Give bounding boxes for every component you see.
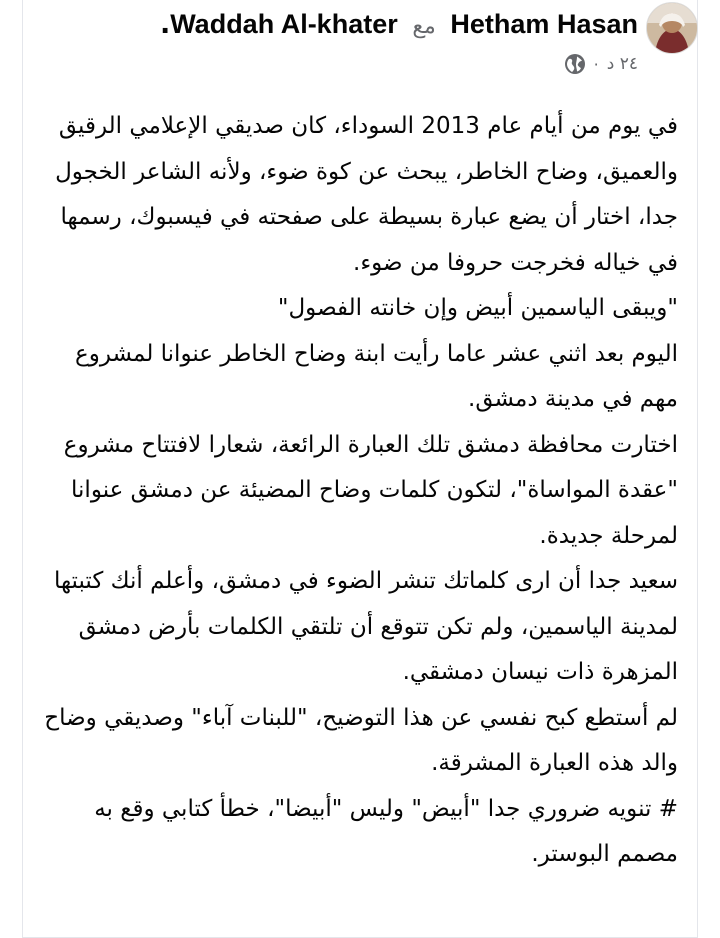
- post-title-line: [160, 4, 638, 47]
- post-time[interactable]: ٢٤ د: [606, 54, 638, 74]
- post-meta: [564, 53, 638, 75]
- globe-icon[interactable]: [564, 53, 586, 75]
- post-header: [0, 0, 720, 90]
- post-paragraph-4: اختارت محافظة دمشق تلك العبارة الرائعة، شعارا لافتتاح مشروع "عقدة المواساة"، لتكون كلمات وضاح المضيئة عن دمشق عنوانا لمرحلة جديدة.: [63, 431, 678, 549]
- post-paragraph-7: # تنويه ضروري جدا "أبيض" وليس "أبيضا"، خطأ كتابي وقع به مصمم البوستر.: [94, 795, 678, 867]
- post-paragraph-2: "ويبقى الياسمين أبيض وإن خانته الفصول": [277, 295, 678, 321]
- meta-separator: ·: [593, 54, 599, 74]
- with-label: مع: [412, 14, 436, 39]
- post-paragraph-6: لم أستطع كبح نفسي عن هذا التوضيح، "للبنات آباء" وصديقي وضاح والد هذه العبارة المشرقة.: [44, 704, 678, 776]
- post-body: [38, 104, 678, 878]
- avatar-image: [647, 3, 697, 53]
- title-end-mark: .: [159, 9, 171, 40]
- author-avatar[interactable]: [646, 2, 698, 54]
- post-paragraph-3: اليوم بعد اثني عشر عاما رأيت ابنة وضاح الخاطر عنوانا لمشروع مهم في مدينة دمشق.: [74, 340, 678, 412]
- post-paragraph-5: سعيد جدا أن ارى كلماتك تنشر الضوء في دمشق، وأعلم أنك كتبتها لمدينة الياسمين، ولم تكن تتوقع أن تلتقي الكلمات بأرض دمشق المزهرة ذات نيسان دمشقي.: [53, 568, 678, 685]
- tagged-name[interactable]: Waddah Al-khater: [170, 9, 398, 39]
- post-paragraph-1: في يوم من أيام عام 2013 السوداء، كان صديقي الإعلامي الرقيق والعميق، وضاح الخاطر، يبحث عن كوة ضوء، ولأنه الشاعر الخجول جدا، اختار أن يضع عبارة بسيطة على صفحته في فيسبوك، رسمها في خياله فخرجت حروفا من ضوء.: [55, 113, 678, 276]
- author-name[interactable]: Hetham Hasan: [450, 9, 638, 39]
